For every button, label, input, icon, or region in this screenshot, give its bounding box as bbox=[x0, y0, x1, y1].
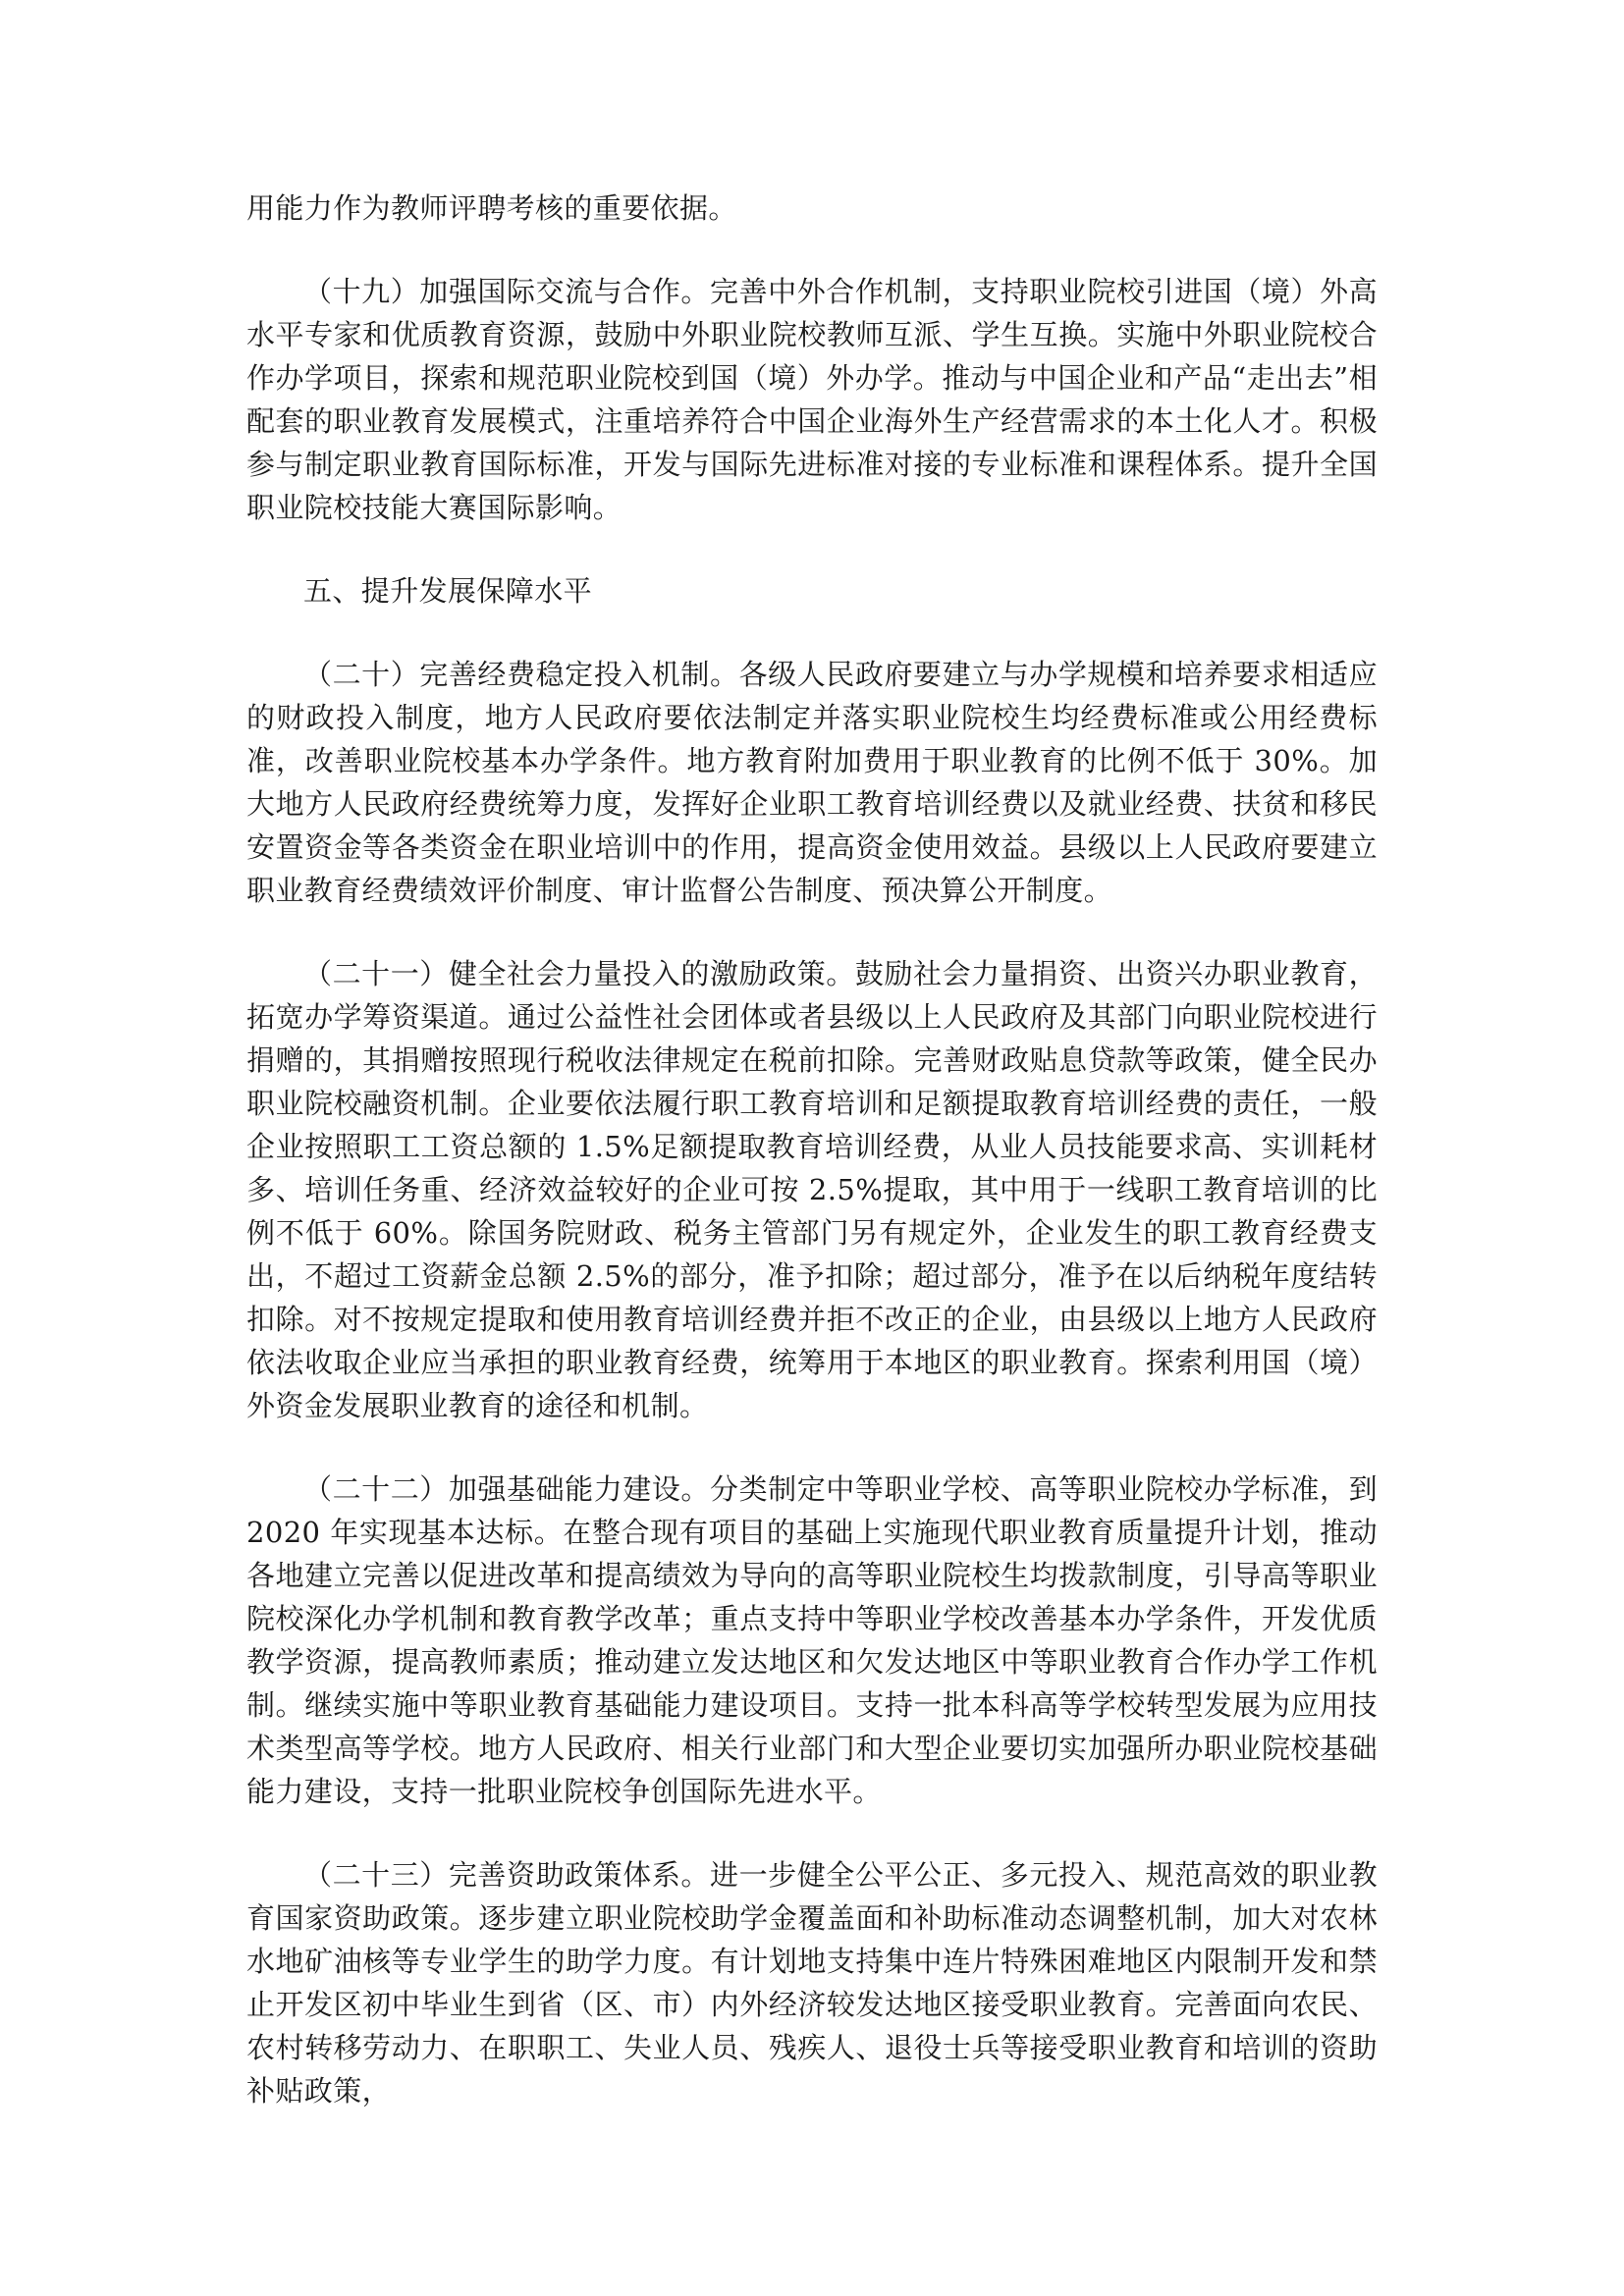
document-body bbox=[246, 187, 1378, 2153]
paragraph-continuation: 用能力作为教师评聘考核的重要依据。 bbox=[246, 191, 737, 225]
section-heading-5: 五、提升发展保障水平 bbox=[303, 574, 593, 608]
paragraph-section-19: （十九）加强国际交流与合作。完善中外合作机制，支持职业院校引进国（境）外高水平专家和优质教育资源，鼓励中外职业院校教师互派、学生互换。实施中外职业院校合作办学项目，探索和规范职业院校到国（境）外办学。推动与中国企业和产品“走出去”相配套的职业教育发展模式，注重培养符合中国企业海外生产经营需求的本土化人才。积极参与制定职业教育国际标准，开发与国际先进标准对接的专业标准和课程体系。提升全国职业院校技能大赛国际影响。 bbox=[246, 275, 1378, 524]
paragraph-section-23: （二十三）完善资助政策体系。进一步健全公平公正、多元投入、规范高效的职业教育国家资助政策。逐步建立职业院校助学金覆盖面和补助标准动态调整机制，加大对农林水地矿油核等专业学生的助学力度。有计划地支持集中连片特殊困难地区内限制开发和禁止开发区初中毕业生到省（区、市）内外经济较发达地区接受职业教育。完善面向农民、农村转移劳动力、在职职工、失业人员、残疾人、退役士兵等接受职业教育和培训的资助补贴政策， bbox=[246, 1858, 1378, 2108]
paragraph-section-22: （二十二）加强基础能力建设。分类制定中等职业学校、高等职业院校办学标准，到 2020 年实现基本达标。在整合现有项目的基础上实施现代职业教育质量提升计划，推动各地建立完善以促进改革和提高绩效为导向的高等职业院校生均拨款制度，引导高等职业院校深化办学机制和教育教学改革；重点支持中等职业学校改善基本办学条件，开发优质教学资源，提高教师素质；推动建立发达地区和欠发达地区中等职业教育合作办学工作机制。继续实施中等职业教育基础能力建设项目。支持一批本科高等学校转型发展为应用技术类型高等学校。地方人民政府、相关行业部门和大型企业要切实加强所办职业院校基础能力建设，支持一批职业院校争创国际先进水平。 bbox=[246, 1472, 1378, 1808]
paragraph-section-20: （二十）完善经费稳定投入机制。各级人民政府要建立与办学规模和培养要求相适应的财政投入制度，地方人民政府要依法制定并落实职业院校生均经费标准或公用经费标准，改善职业院校基本办学条件。地方教育附加费用于职业教育的比例不低于 30%。加大地方人民政府经费统筹力度，发挥好企业职工教育培训经费以及就业经费、扶贫和移民安置资金等各类资金在职业培训中的作用，提高资金使用效益。县级以上人民政府要建立职业教育经费绩效评价制度、审计监督公告制度、预决算公开制度。 bbox=[246, 658, 1378, 907]
paragraph-section-21: （二十一）健全社会力量投入的激励政策。鼓励社会力量捐资、出资兴办职业教育，拓宽办学筹资渠道。通过公益性社会团体或者县级以上人民政府及其部门向职业院校进行捐赠的，其捐赠按照现行税收法律规定在税前扣除。完善财政贴息贷款等政策，健全民办职业院校融资机制。企业要依法履行职工教育培训和足额提取教育培训经费的责任，一般企业按照职工工资总额的 1.5%足额提取教育培训经费，从业人员技能要求高、实训耗材多、培训任务重、经济效益较好的企业可按 2.5%提取，其中用于一线职工教育培训的比例不低于 60%。除国务院财政、税务主管部门另有规定外，企业发生的职工教育经费支出，不超过工资薪金总额 2.5%的部分，准予扣除；超过部分，准予在以后纳税年度结转扣除。对不按规定提取和使用教育培训经费并拒不改正的企业，由县级以上地方人民政府依法收取企业应当承担的职业教育经费，统筹用于本地区的职业教育。探索利用国（境）外资金发展职业教育的途径和机制。 bbox=[246, 957, 1378, 1422]
